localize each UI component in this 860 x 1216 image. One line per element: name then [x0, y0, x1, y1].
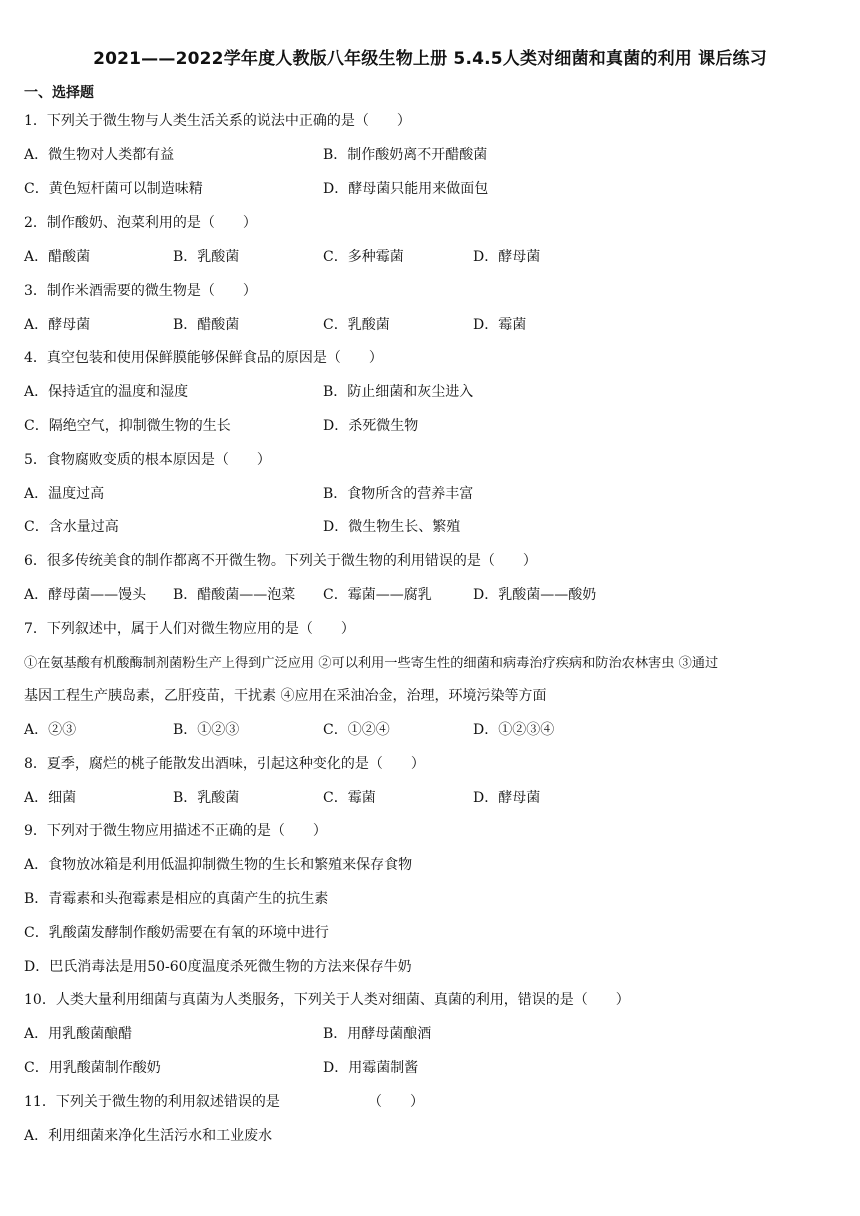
- question-8-option-d: D．酵母菌: [473, 790, 541, 806]
- question-10-option-d: D．用霉菌制酱: [323, 1060, 419, 1076]
- question-2-stem: 2．制作酸奶、泡菜利用的是（ ）: [24, 215, 257, 231]
- question-5-option-a: A．温度过高: [24, 486, 105, 502]
- question-4-stem: 4．真空包装和使用保鲜膜能够保鲜食品的原因是（ ）: [24, 350, 383, 366]
- question-5-option-b: B．食物所含的营养丰富: [323, 486, 474, 502]
- question-4-option-a: A．保持适宜的温度和湿度: [24, 384, 189, 400]
- question-1-option-a: A．微生物对人类都有益: [24, 147, 175, 163]
- question-1-stem: 1．下列关于微生物与人类生活关系的说法中正确的是（ ）: [24, 113, 411, 129]
- question-2-option-b: B．乳酸菌: [173, 249, 240, 265]
- question-6-option-a: A．酵母菌——馒头: [24, 587, 147, 603]
- question-3-stem: 3．制作米酒需要的微生物是（ ）: [24, 283, 257, 299]
- question-11-answer-blank: （ ）: [368, 1094, 424, 1110]
- question-5-option-d: D．微生物生长、繁殖: [323, 519, 461, 535]
- question-2-option-c: C．多种霉菌: [323, 249, 404, 265]
- question-9-option-b: B．青霉素和头孢霉素是相应的真菌产生的抗生素: [24, 891, 329, 907]
- question-3-option-a: A．酵母菌: [24, 317, 91, 333]
- question-7-option-c: C．①②④: [323, 722, 390, 738]
- question-8-option-c: C．霉菌: [323, 790, 376, 806]
- question-2-option-a: A．醋酸菌: [24, 249, 91, 265]
- question-9-option-c: C．乳酸菌发酵制作酸奶需要在有氧的环境中进行: [24, 925, 329, 941]
- question-6-stem: 6．很多传统美食的制作都离不开微生物。下列关于微生物的利用错误的是（ ）: [24, 553, 537, 569]
- question-6-option-c: C．霉菌——腐乳: [323, 587, 432, 603]
- question-10-stem: 10．人类大量利用细菌与真菌为人类服务，下列关于人类对细菌、真菌的利用，错误的是（ ）: [24, 992, 630, 1008]
- question-7-option-d: D．①②③④: [473, 722, 555, 738]
- question-7-option-a: A．②③: [24, 722, 77, 738]
- question-8-stem: 8．夏季，腐烂的桃子能散发出酒味，引起这种变化的是（ ）: [24, 756, 425, 772]
- question-7-statements-line-2: 基因工程生产胰岛素，乙肝疫苗，干扰素 ④应用在采油冶金，治理，环境污染等方面: [24, 688, 547, 704]
- question-2-option-d: D．酵母菌: [473, 249, 541, 265]
- question-9-option-d: D．巴氏消毒法是用50-60度温度杀死微生物的方法来保存牛奶: [24, 959, 412, 975]
- question-5-stem: 5．食物腐败变质的根本原因是（ ）: [24, 452, 271, 468]
- question-4-option-b: B．防止细菌和灰尘进入: [323, 384, 474, 400]
- question-6-option-b: B．醋酸菌——泡菜: [173, 587, 296, 603]
- question-7-statements-line-1: ①在氨基酸有机酸酶制剂菌粉生产上得到广泛应用 ②可以利用一些寄生性的细菌和病毒治疗疾病和防治农林害虫 ③通过: [24, 656, 719, 671]
- question-8-option-b: B．乳酸菌: [173, 790, 240, 806]
- question-1-option-b: B．制作酸奶离不开醋酸菌: [323, 147, 488, 163]
- question-4-option-d: D．杀死微生物: [323, 418, 419, 434]
- question-4-option-c: C．隔绝空气，抑制微生物的生长: [24, 418, 231, 434]
- question-10-option-a: A．用乳酸菌酿醋: [24, 1026, 133, 1042]
- question-10-option-b: B．用酵母菌酿酒: [323, 1026, 432, 1042]
- page-title: 2021——2022学年度人教版八年级生物上册 5.4.5人类对细菌和真菌的利用 课后练习: [93, 49, 767, 69]
- question-8-option-a: A．细菌: [24, 790, 77, 806]
- section-heading: 一、选择题: [24, 85, 94, 101]
- question-7-stem: 7．下列叙述中，属于人们对微生物应用的是（ ）: [24, 621, 355, 637]
- question-6-option-d: D．乳酸菌——酸奶: [473, 587, 597, 603]
- question-1-option-c: C．黄色短杆菌可以制造味精: [24, 181, 203, 197]
- question-7-option-b: B．①②③: [173, 722, 240, 738]
- question-5-option-c: C．含水量过高: [24, 519, 119, 535]
- question-3-option-d: D．霉菌: [473, 317, 527, 333]
- question-3-option-b: B．醋酸菌: [173, 317, 240, 333]
- question-3-option-c: C．乳酸菌: [323, 317, 390, 333]
- question-11-stem: 11．下列关于微生物的利用叙述错误的是: [24, 1094, 280, 1110]
- question-1-option-d: D．酵母菌只能用来做面包: [323, 181, 489, 197]
- question-10-option-c: C．用乳酸菌制作酸奶: [24, 1060, 161, 1076]
- question-9-stem: 9．下列对于微生物应用描述不正确的是（ ）: [24, 823, 327, 839]
- question-9-option-a: A．食物放冰箱是利用低温抑制微生物的生长和繁殖来保存食物: [24, 857, 413, 873]
- question-11-option-a: A．利用细菌来净化生活污水和工业废水: [24, 1128, 273, 1144]
